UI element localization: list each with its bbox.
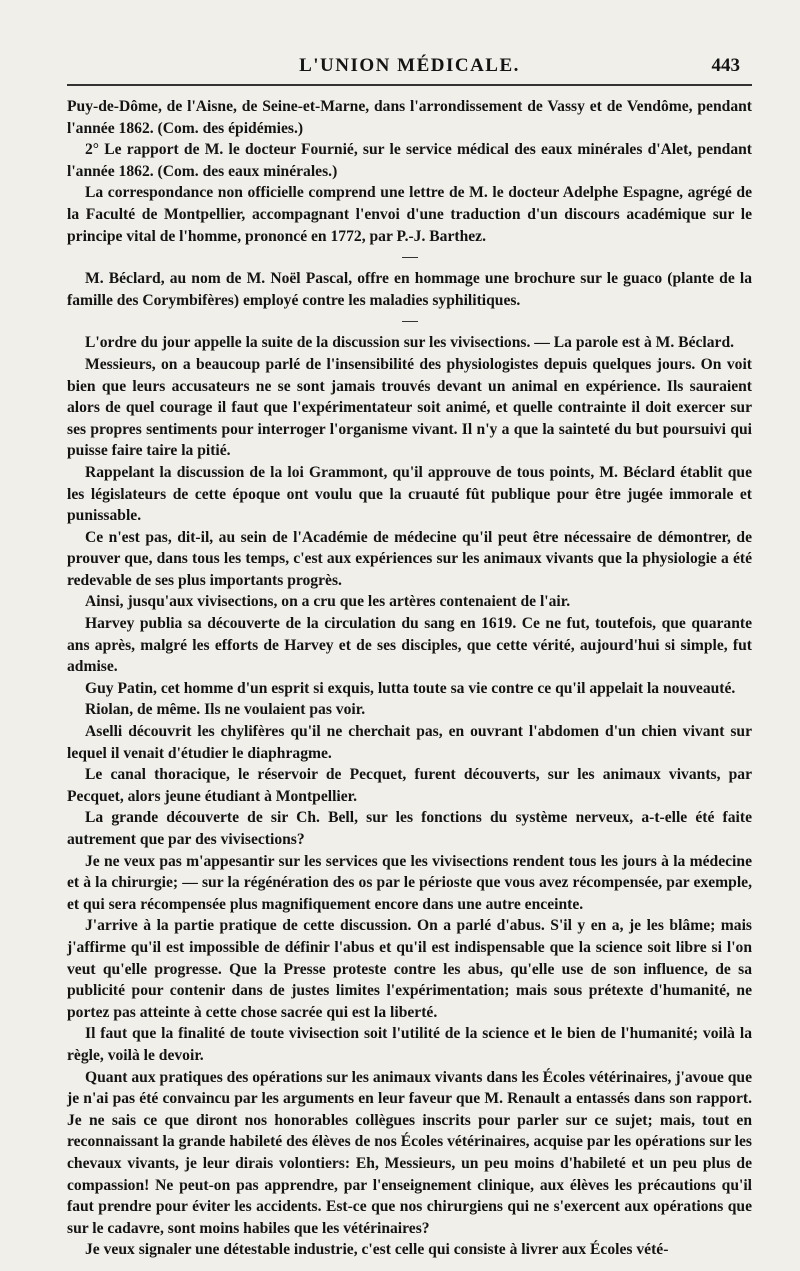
paragraph: Puy-de-Dôme, de l'Aisne, de Seine-et-Marne, dans l'arrondissement de Vassy et de Vendôme, pendant l'année 1862. (Com. des épidémies.) <box>67 98 752 137</box>
page-number: 443 <box>711 55 740 76</box>
journal-title: L'UNION MÉDICALE. <box>299 55 520 76</box>
paragraph: Guy Patin, cet homme d'un esprit si exquis, lutta toute sa vie contre ce qu'il appelait la nouveauté. <box>85 679 736 697</box>
article-body <box>67 96 752 1261</box>
paragraph: J'arrive à la partie pratique de cette discussion. On a parlé d'abus. S'il y en a, je les blâme; mais j'affirme qu'il est impossible de définir l'abus et qu'il est indispensable que la science soit libre si l'on veut qu'elle progresse. Que la Presse proteste contre les abus, qu'elle use de son influence, de sa publicité pour contenir dans de justes limites l'expérimentation; mais sous prétexte d'humanité, ne portez pas atteinte à cette chose sacrée qui est la liberté. <box>67 917 752 1021</box>
paragraph: Ainsi, jusqu'aux vivisections, on a cru que les artères contenaient de l'air. <box>85 593 571 611</box>
section-separator <box>402 321 418 322</box>
paragraph: Aselli découvrit les chylifères qu'il ne cherchait pas, en ouvrant l'abdomen d'un chien vivant sur lequel il venait d'étudier le diaphragme. <box>67 723 752 762</box>
paragraph: Le canal thoracique, le réservoir de Pecquet, furent découverts, sur les animaux vivants, par Pecquet, alors jeune étudiant à Montpellier. <box>67 766 752 805</box>
paragraph: Rappelant la discussion de la loi Grammont, qu'il approuve de tous points, M. Béclard établit que les législateurs de cette époque ont voulu que la cruauté fût publique pour être jugée immorale et punissable. <box>67 463 752 525</box>
paragraph: L'ordre du jour appelle la suite de la discussion sur les vivisections. — La parole est à M. Béclard. <box>85 334 735 352</box>
paragraph: Riolan, de même. Ils ne voulaient pas voir. <box>85 701 366 719</box>
paragraph: La grande découverte de sir Ch. Bell, sur les fonctions du système nerveux, a-t-elle été faite autrement que par des vivisections? <box>67 809 752 848</box>
paragraph: M. Béclard, au nom de M. Noël Pascal, offre en hommage une brochure sur le guaco (plante de la famille des Corymbifères) employé contre les maladies syphilitiques. <box>67 270 752 309</box>
header-rule <box>67 84 752 86</box>
paragraph: Je veux signaler une détestable industrie, c'est celle qui consiste à livrer aux Écoles vété- <box>85 1241 669 1259</box>
paragraph: Quant aux pratiques des opérations sur les animaux vivants dans les Écoles vétérinaires, j'avoue que je n'ai pas été convaincu par les arguments en leur faveur que M. Renault a entassés dans son rapport. Je ne sais ce que diront nos honorables collègues inscrits pour parler sur ce sujet; mais, tout en reconnaissant la grande habileté des élèves de nos Écoles vétérinaires, acquise par les opérations sur les chevaux vivants, je leur dirais volontiers: Eh, Messieurs, un peu moins d'habileté et un peu plus de compassion! Ne peut-on pas apprendre, par l'enseignement clinique, aux élèves les précautions qu'il faut prendre pour éviter les accidents. Est-ce que nos chirurgiens qui ne s'exercent aux opérations que sur le cadavre, sont moins habiles que les vétérinaires? <box>67 1068 752 1237</box>
paragraph: La correspondance non officielle comprend une lettre de M. le docteur Adelphe Espagne, agrégé de la Faculté de Montpellier, accompagnant l'envoi d'une traduction d'un discours académique sur le principe vital de l'homme, prononcé en 1772, par P.-J. Barthez. <box>67 184 752 245</box>
paragraph: Je ne veux pas m'appesantir sur les services que les vivisections rendent tous les jours à la médecine et à la chirurgie; — sur la régénération des os par le périoste que vous avez récompensée, par exemple, et qui sera récompensée plus magnifiquement encore dans une autre enceinte. <box>67 852 752 913</box>
running-head <box>67 0 752 96</box>
paragraph: Harvey publia sa découverte de la circulation du sang en 1619. Ce ne fut, toutefois, que quarante ans après, malgré les efforts de Harvey et de ses disciples, que cette vérité, aujourd'hui si simple, fut admise. <box>67 615 752 676</box>
section-separator <box>402 257 418 258</box>
paragraph: 2° Le rapport de M. le docteur Fournié, sur le service médical des eaux minérales d'Alet, pendant l'année 1862. (Com. des eaux minérales.) <box>67 141 752 180</box>
paragraph: Ce n'est pas, dit-il, au sein de l'Académie de médecine qu'il peut être nécessaire de démontrer, de prouver que, dans tous les temps, c'est aux expériences sur les animaux vivants que la physiologie a été redevable de ses plus importants progrès. <box>67 528 752 589</box>
paragraph: Il faut que la finalité de toute vivisection soit l'utilité de la science et le bien de l'humanité; voilà la règle, voilà le devoir. <box>67 1025 752 1064</box>
paragraph: Messieurs, on a beaucoup parlé de l'insensibilité des physiologistes depuis quelques jours. On voit bien que leurs accusateurs ne se sont jamais trouvés devant un animal en expérience. Ils sauraient alors de quel courage il faut que l'expérimentateur soit animé, et quelle contrainte il doit exercer sur ses propres sentiments pour interroger l'organisme vivant. Il n'y a que la sainteté du but poursuivi qui puisse faire taire la pitié. <box>67 355 752 460</box>
